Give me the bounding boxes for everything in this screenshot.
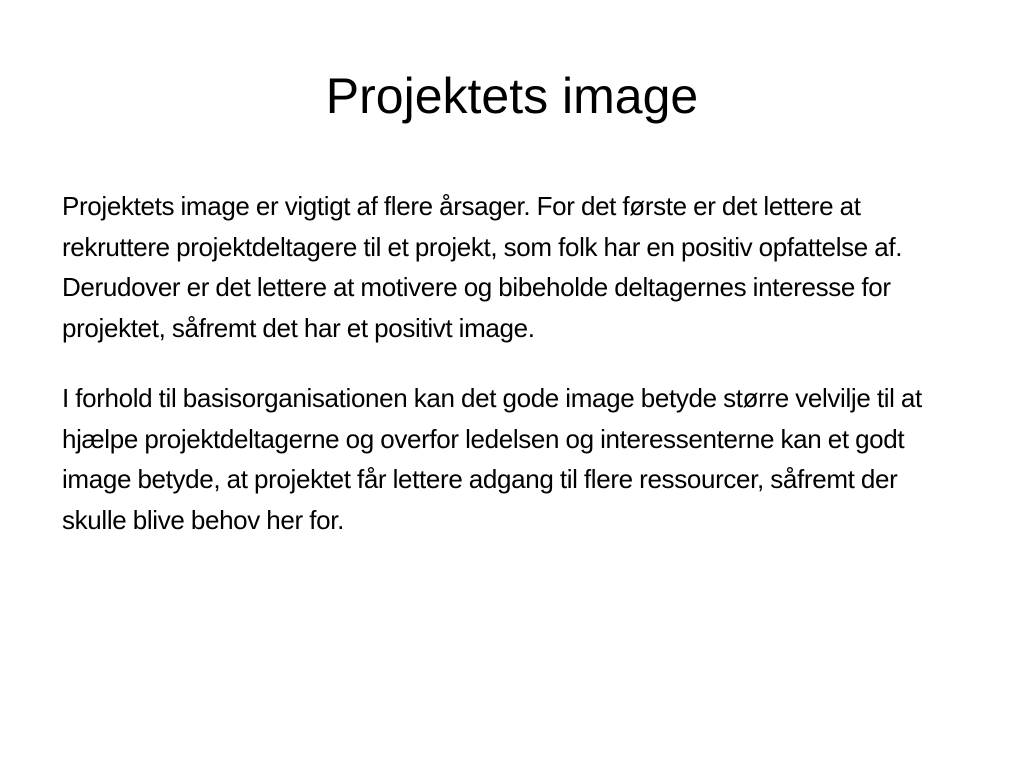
body-paragraph-2: I forhold til basisorganisationen kan det gode image betyde større velvilje til at hjælpe projektdeltagerne og overfor ledelsen og interessenterne kan et godt image betyde, at projektet får lettere adgang til flere ressourcer, såfremt der skulle blive behov her for. — [62, 383, 922, 535]
body-paragraph-1: Projektets image er vigtigt af flere årsager. For det første er det lettere at rekruttere projektdeltagere til et projekt, som folk har en positiv opfattelse af. Derudover er det lettere at motivere og bibeholde deltagernes interesse for projektet, såfremt det har et positivt image. — [62, 191, 903, 343]
slide-title: Projektets image — [325, 68, 699, 124]
slide-body — [62, 186, 967, 570]
